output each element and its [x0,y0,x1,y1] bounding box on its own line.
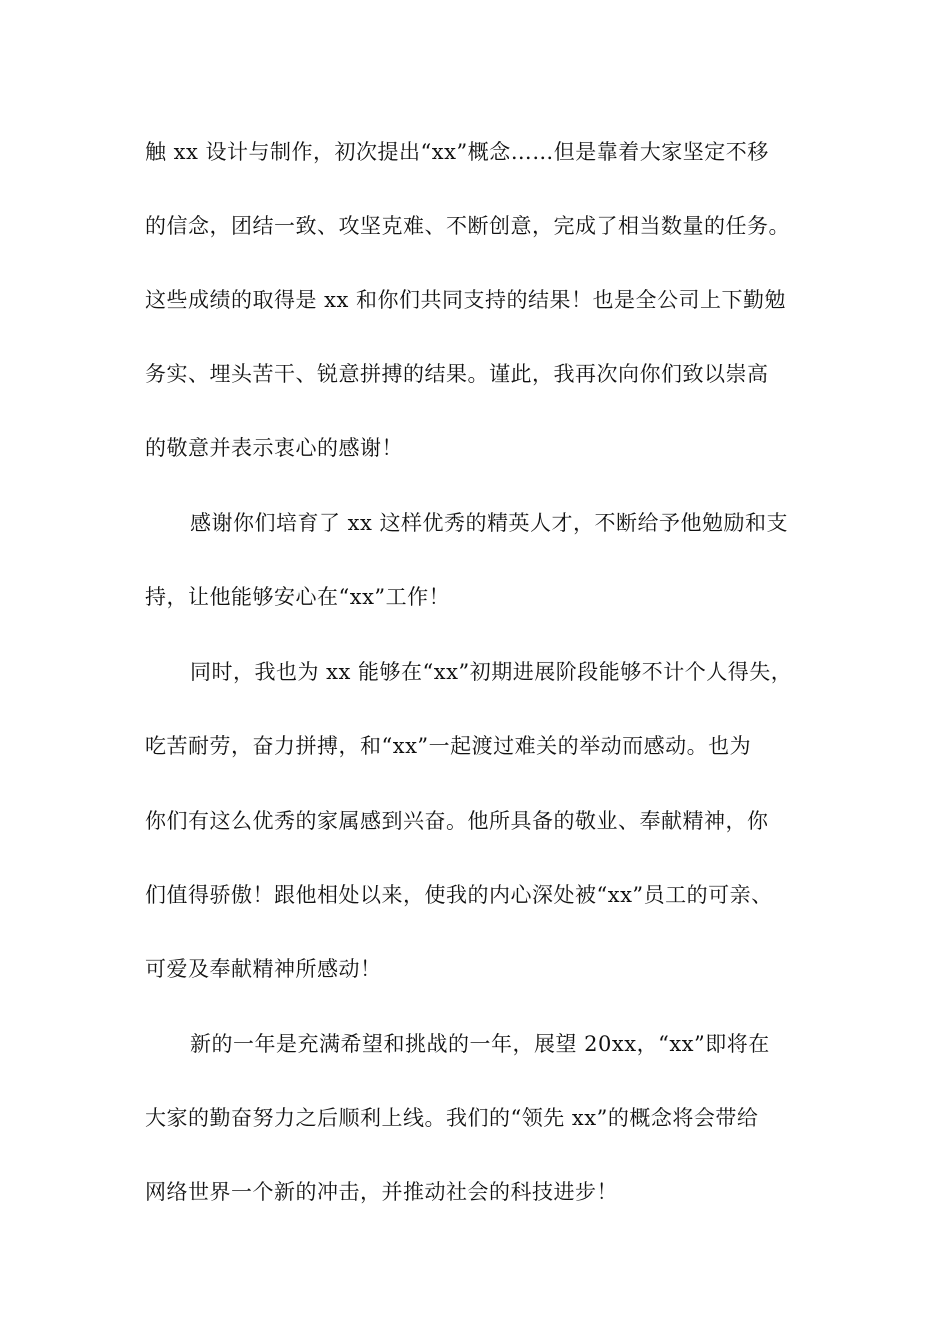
paragraph-line: 感谢你们培育了 xx 这样优秀的精英人才，不断给予他勉励和支 [190,511,789,535]
paragraph-line: 持，让他能够安心在“xx”工作！ [145,585,451,609]
paragraph-line: 的敬意并表示衷心的感谢！ [145,436,403,460]
paragraph-line: 务实、埋头苦干、锐意拼搏的结果。谨此，我再次向你们致以崇高 [145,362,769,386]
paragraph-line: 你们有这么优秀的家属感到兴奋。他所具备的敬业、奉献精神，你 [145,809,769,833]
paragraph-line: 们值得骄傲！跟他相处以来，使我的内心深处被“xx”员工的可亲、 [145,883,773,907]
paragraph-line: 新的一年是充满希望和挑战的一年，展望 20xx，“xx”即将在 [190,1032,770,1056]
paragraph-line: 触 xx 设计与制作，初次提出“xx”概念……但是靠着大家坚定不移 [145,140,769,164]
paragraph-line: 吃苦耐劳，奋力拼搏，和“xx”一起渡过难关的举动而感动。也为 [145,734,752,758]
paragraph-line: 的信念，团结一致、攻坚克难、不断创意，完成了相当数量的任务。 [145,214,790,238]
paragraph-line: 这些成绩的取得是 xx 和你们共同支持的结果！也是全公司上下勤勉 [145,288,787,312]
paragraph-line: 网络世界一个新的冲击，并推动社会的科技进步！ [145,1180,618,1204]
paragraph-line: 可爱及奉献精神所感动！ [145,957,382,981]
paragraph-line: 同时，我也为 xx 能够在“xx”初期进展阶段能够不计个人得失， [190,660,793,684]
paragraph-line: 大家的勤奋努力之后顺利上线。我们的“领先 xx”的概念将会带给 [145,1106,759,1130]
